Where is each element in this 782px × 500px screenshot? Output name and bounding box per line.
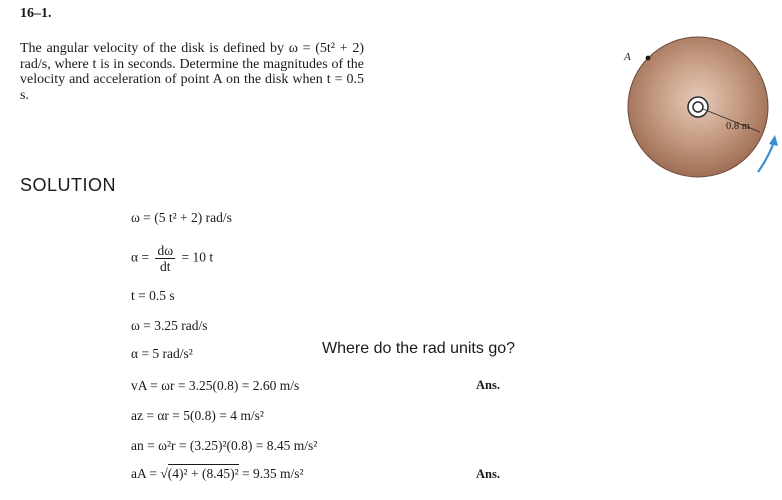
equation-alpha-derivative xyxy=(131,243,213,274)
derivative-denominator: dt xyxy=(160,259,171,274)
equation-alpha-value: α = 5 rad/s² xyxy=(131,346,193,361)
answer-label-velocity: Ans. xyxy=(476,378,500,392)
rotation-arrow xyxy=(758,142,774,172)
radius-label: 0.8 m xyxy=(726,121,750,132)
accel-lhs: aA = xyxy=(131,466,157,481)
equation-velocity: vA = ωr = 3.25(0.8) = 2.60 m/s xyxy=(131,378,300,393)
equation-tangential-acceleration: az = αr = 5(0.8) = 4 m/s² xyxy=(131,408,264,423)
sqrt-radicand: (4)² + (8.45)² xyxy=(167,466,239,481)
equation-total-acceleration xyxy=(131,466,304,482)
equation-omega-value: ω = 3.25 rad/s xyxy=(131,318,208,333)
equation-omega: ω = (5 t² + 2) rad/s xyxy=(131,210,232,225)
problem-number: 16–1. xyxy=(20,6,52,21)
alpha-rhs: = 10 t xyxy=(181,249,214,265)
answer-label-acceleration: Ans. xyxy=(476,467,500,481)
equation-normal-acceleration: an = ω²r = (3.25)²(0.8) = 8.45 m/s² xyxy=(131,438,318,453)
disk-figure xyxy=(618,32,780,202)
accel-rhs: = 9.35 m/s² xyxy=(242,466,304,481)
point-a-dot xyxy=(646,56,651,61)
derivative-numerator: dω xyxy=(157,243,174,258)
equation-time: t = 0.5 s xyxy=(131,288,175,303)
sqrt-sign: √ xyxy=(160,466,168,481)
solution-heading: SOLUTION xyxy=(20,175,117,195)
problem-statement: The angular velocity of the disk is defined by ω = (5t² + 2) rad/s, where t is in seconds. Determine the magnitudes of the velocity and acceleration of point A on the disk when t = 0.5 s. xyxy=(20,41,364,103)
derivative-fraction xyxy=(155,243,175,274)
question-note: Where do the rad units go? xyxy=(322,340,516,357)
axle xyxy=(693,102,703,112)
point-a-label: A xyxy=(624,51,631,63)
alpha-lhs: α = xyxy=(131,249,150,265)
rotation-arrow-head xyxy=(769,135,778,146)
